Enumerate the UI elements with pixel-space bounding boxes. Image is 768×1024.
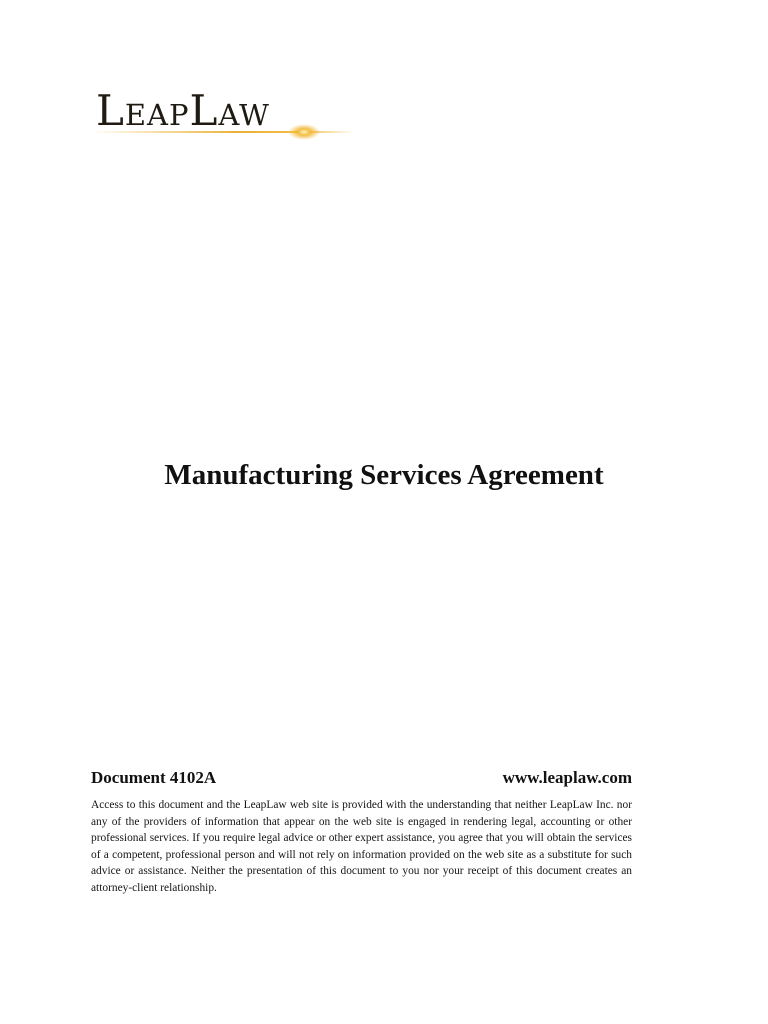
logo-wordmark: LeapLaw	[96, 86, 270, 135]
disclaimer-paragraph: Access to this document and the LeapLaw web site is provided with the understanding that neither LeapLaw Inc. nor any of the providers of information that appear on the web site is engaged in rendering legal, accounting or other professional services. If you require legal advice or other expert assistance, you agree that you will obtain the services of a competent, professional person and will not rely on information provided on the web site as a substitute for such advice or assistance. Neither the presentation of this document to you nor your receipt of this document creates an attorney-client relationship.	[91, 799, 632, 894]
website-link[interactable]: www.leaplaw.com	[502, 768, 632, 787]
document-title: Manufacturing Services Agreement	[164, 459, 604, 491]
document-number: Document 4102A	[91, 768, 217, 787]
document-meta-row	[91, 766, 632, 790]
leaplaw-logo	[92, 88, 362, 148]
